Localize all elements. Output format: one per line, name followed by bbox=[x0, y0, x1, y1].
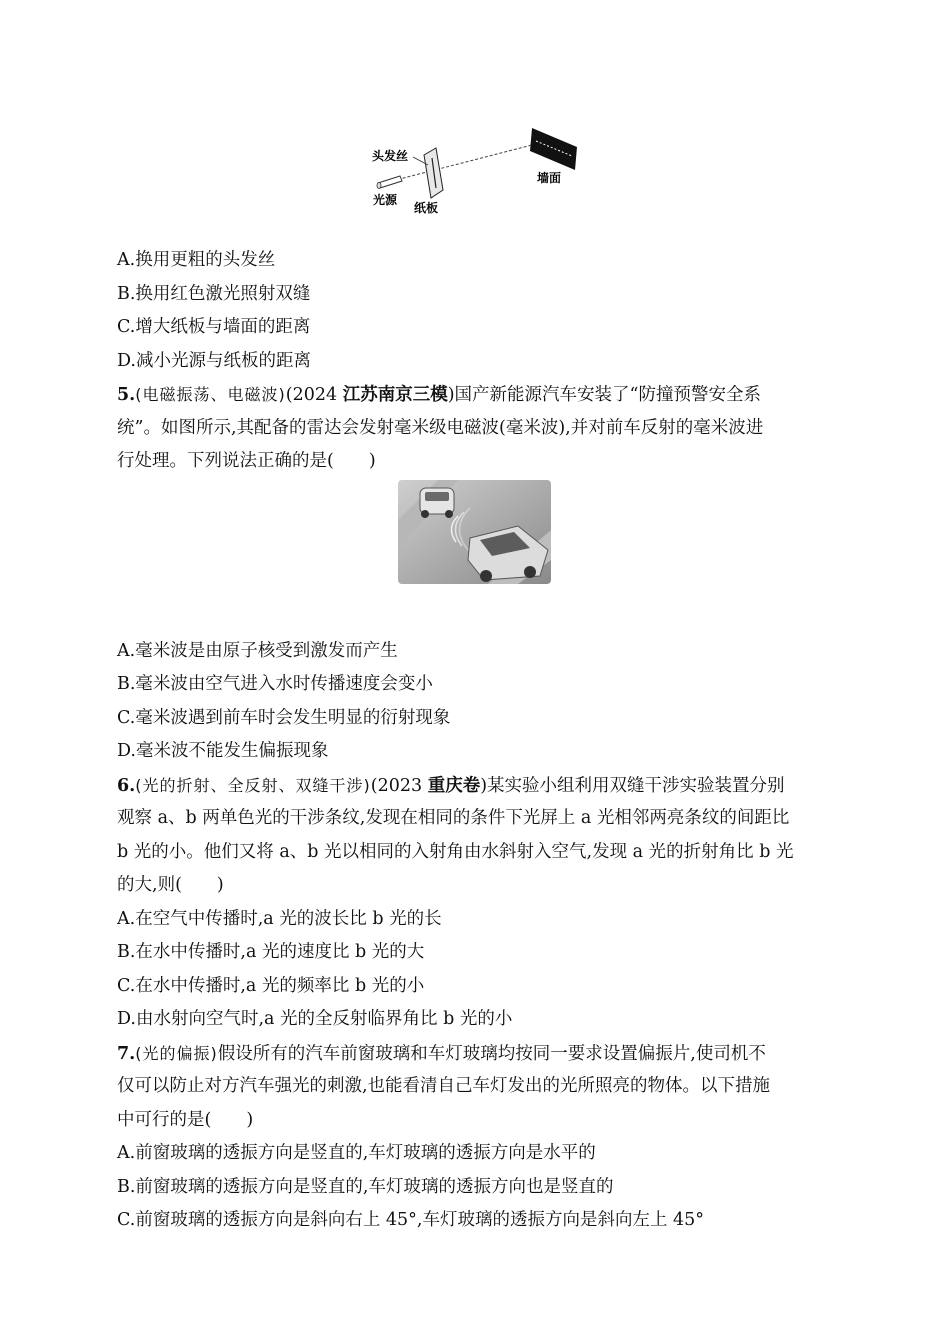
double-slit-hair-diagram bbox=[370, 120, 590, 220]
cardboard-icon bbox=[424, 148, 443, 198]
q6-option-a: A.在空气中传播时,a 光的波长比 b 光的长 bbox=[117, 908, 442, 929]
figure-spacer bbox=[117, 479, 833, 635]
q5-topic-tag: (电磁振荡、电磁波) bbox=[135, 385, 286, 404]
q6-source: 重庆卷 bbox=[427, 775, 481, 796]
q6-topic-tag: (光的折射、全反射、双缝干涉) bbox=[135, 775, 371, 795]
q5-option-a: A.毫米波是由原子核受到激发而产生 bbox=[117, 640, 398, 661]
q5-option-b: B.毫米波由空气进入水时传播速度会变小 bbox=[117, 674, 433, 694]
q7-option-b: B.前窗玻璃的透振方向是竖直的,车灯玻璃的透振方向也是竖直的 bbox=[117, 1176, 614, 1197]
label-source: 光源 bbox=[373, 193, 398, 207]
q5-option-d: D.毫米波不能发生偏振现象 bbox=[117, 741, 329, 761]
q6-option-b: B.在水中传播时,a 光的速度比 b 光的大 bbox=[117, 942, 425, 962]
label-wall: 墙面 bbox=[537, 171, 562, 185]
q6-option-c: C.在水中传播时,a 光的频率比 b 光的小 bbox=[117, 975, 425, 996]
label-hair: 头发丝 bbox=[372, 149, 409, 163]
q6-option-d: D.由水射向空气时,a 光的全反射临界角比 b 光的小 bbox=[117, 1009, 513, 1029]
q6-stem-line1: 6.(光的折射、全反射、双缝干涉)(2023 重庆卷)某实验小组利用双缝干涉实验装置分别 bbox=[117, 775, 785, 796]
q7-stem-line1: 7.(光的偏振)假设所有的汽车前窗玻璃和车灯玻璃均按同一要求设置偏振片,使司机不 bbox=[117, 1043, 766, 1064]
q5-option-c: C.毫米波遇到前车时会发生明显的衍射现象 bbox=[117, 707, 451, 728]
q7-stem-line3: 中可行的是( ) bbox=[117, 1109, 254, 1130]
q7-topic-tag: (光的偏振) bbox=[135, 1043, 218, 1063]
q6-stem-line3: b 光的小。他们又将 a、b 光以相同的入射角由水斜射入空气,发现 a 光的折射角比 b 光 bbox=[117, 841, 794, 862]
q4-option-c: C.增大纸板与墙面的距离 bbox=[117, 317, 311, 337]
label-board: 纸板 bbox=[414, 201, 439, 215]
q5-number: 5. bbox=[117, 385, 136, 405]
q5-stem-line1: 5.(电磁振荡、电磁波)(2024 江苏南京三模)国产新能源汽车安装了“防撞预警安全系 bbox=[117, 385, 761, 405]
q4-option-b: B.换用红色激光照射双缝 bbox=[117, 283, 311, 304]
q7-stem-line2: 仅可以防止对方汽车强光的刺激,也能看清自己车灯发出的光所照亮的物体。以下措施 bbox=[117, 1076, 771, 1096]
q7-option-c: C.前窗玻璃的透振方向是斜向右上 45°,车灯玻璃的透振方向是斜向左上 45° bbox=[117, 1210, 705, 1230]
wall-screen-icon bbox=[530, 128, 577, 170]
q7-option-a: A.前窗玻璃的透振方向是竖直的,车灯玻璃的透振方向是水平的 bbox=[117, 1143, 596, 1163]
light-source-icon bbox=[377, 176, 402, 189]
q6-stem-line2: 观察 a、b 两单色光的干涉条纹,发现在相同的条件下光屏上 a 光相邻两亮条纹的间距比 bbox=[117, 808, 790, 828]
q5-source: 江苏南京三模 bbox=[342, 385, 448, 405]
question-content bbox=[117, 244, 833, 1238]
q5-stem-line2: 统”。如图所示,其配备的雷达会发射毫米级电磁波(毫米波),并对前车反射的毫米波进 bbox=[117, 417, 764, 438]
q5-stem-line3: 行处理。下列说法正确的是( ) bbox=[117, 451, 376, 471]
q7-number: 7. bbox=[117, 1043, 136, 1064]
q4-option-d: D.减小光源与纸板的距离 bbox=[117, 350, 311, 371]
q4-option-a: A.换用更粗的头发丝 bbox=[117, 250, 276, 270]
q6-stem-line4: 的大,则( ) bbox=[117, 875, 224, 895]
q6-number: 6. bbox=[117, 775, 136, 796]
